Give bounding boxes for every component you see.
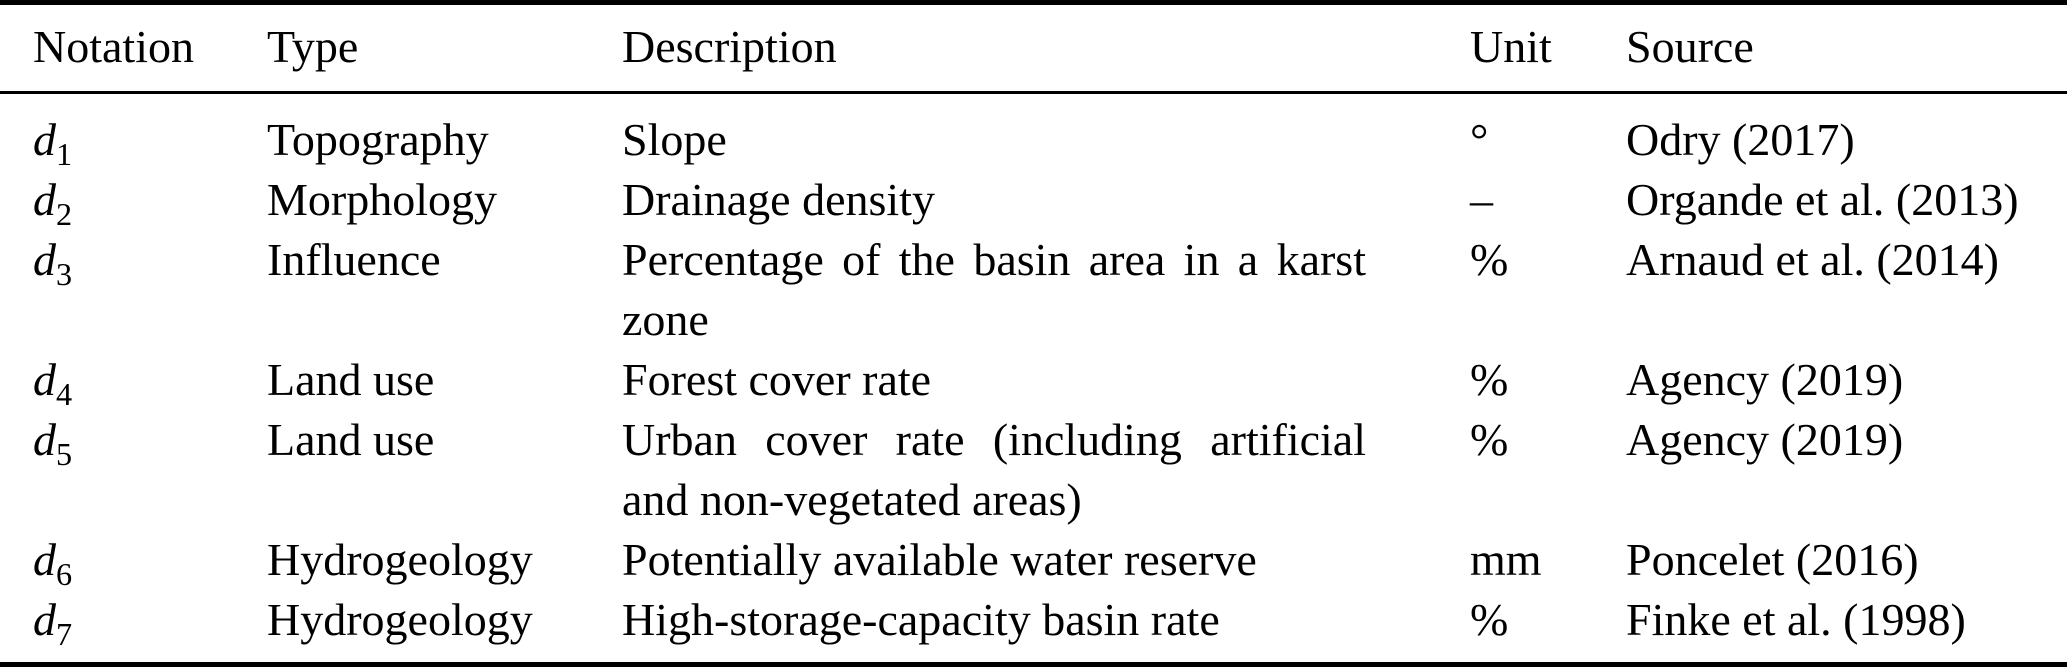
notation-subscript: 4 (56, 376, 73, 413)
table-row (0, 410, 2067, 530)
source-cell: Agency (2019) (1626, 354, 1904, 405)
type-cell: Hydrogeology (267, 594, 533, 645)
col-header-type: Type (267, 3, 622, 93)
notation-subscript: 7 (56, 616, 73, 653)
table-row (0, 350, 2067, 410)
type-cell: Influence (267, 234, 441, 285)
source-cell: Finke et al. (1998) (1626, 594, 1966, 645)
notation-cell (0, 93, 267, 171)
table-header (0, 3, 2067, 93)
type-cell: Hydrogeology (267, 534, 533, 585)
unit-cell: % (1470, 594, 1509, 645)
description-cell: Drainage density (622, 174, 935, 225)
source-cell: Poncelet (2016) (1626, 534, 1919, 585)
col-header-notation: Notation (0, 3, 267, 93)
source-cell: Organde et al. (2013) (1626, 174, 2019, 225)
notation-symbol: d (33, 414, 56, 465)
notation-symbol: d (33, 234, 56, 285)
notation-subscript: 1 (56, 136, 73, 173)
notation-symbol: d (33, 594, 56, 645)
table-row (0, 170, 2067, 230)
notation-cell (0, 590, 267, 665)
notation-cell (0, 350, 267, 413)
unit-cell: mm (1470, 534, 1542, 585)
col-header-description: Description (622, 3, 1386, 93)
description-cell: Slope (622, 114, 727, 165)
table-row (0, 590, 2067, 665)
description-cell: High-storage-capacity basin rate (622, 594, 1220, 645)
col-header-source: Source (1626, 3, 2067, 93)
notation-symbol: d (33, 354, 56, 405)
notation-subscript: 5 (56, 436, 73, 473)
type-cell: Land use (267, 414, 435, 465)
notation-subscript: 3 (56, 256, 73, 293)
table-row (0, 93, 2067, 171)
description-cell: Forest cover rate (622, 354, 932, 405)
notation-cell (0, 170, 267, 233)
notation-cell (0, 230, 267, 350)
description-cell: Urban cover rate (including artificial and non-vegetated areas) (622, 414, 1366, 525)
unit-cell: % (1470, 354, 1509, 405)
source-cell: Arnaud et al. (2014) (1626, 234, 1999, 285)
header-row (0, 3, 2067, 93)
notation-subscript: 2 (56, 196, 73, 233)
col-header-unit: Unit (1386, 3, 1626, 93)
notation-subscript: 6 (56, 556, 73, 593)
description-cell: Potentially available water reserve (622, 534, 1257, 585)
unit-cell: ° (1470, 114, 1489, 165)
unit-cell: – (1470, 174, 1493, 225)
notation-symbol: d (33, 174, 56, 225)
table-row (0, 530, 2067, 590)
source-cell: Odry (2017) (1626, 114, 1855, 165)
notation-cell (0, 530, 267, 593)
unit-cell: % (1470, 414, 1509, 465)
type-cell: Morphology (267, 174, 497, 225)
notation-symbol: d (33, 534, 56, 585)
type-cell: Land use (267, 354, 435, 405)
description-cell: Percentage of the basin area in a karst zone (622, 234, 1366, 345)
notation-symbol: d (33, 114, 56, 165)
unit-cell: % (1470, 234, 1509, 285)
type-cell: Topography (267, 114, 489, 165)
notation-cell (0, 410, 267, 530)
table-body (0, 93, 2067, 665)
source-cell: Agency (2019) (1626, 414, 1904, 465)
table-row (0, 230, 2067, 350)
